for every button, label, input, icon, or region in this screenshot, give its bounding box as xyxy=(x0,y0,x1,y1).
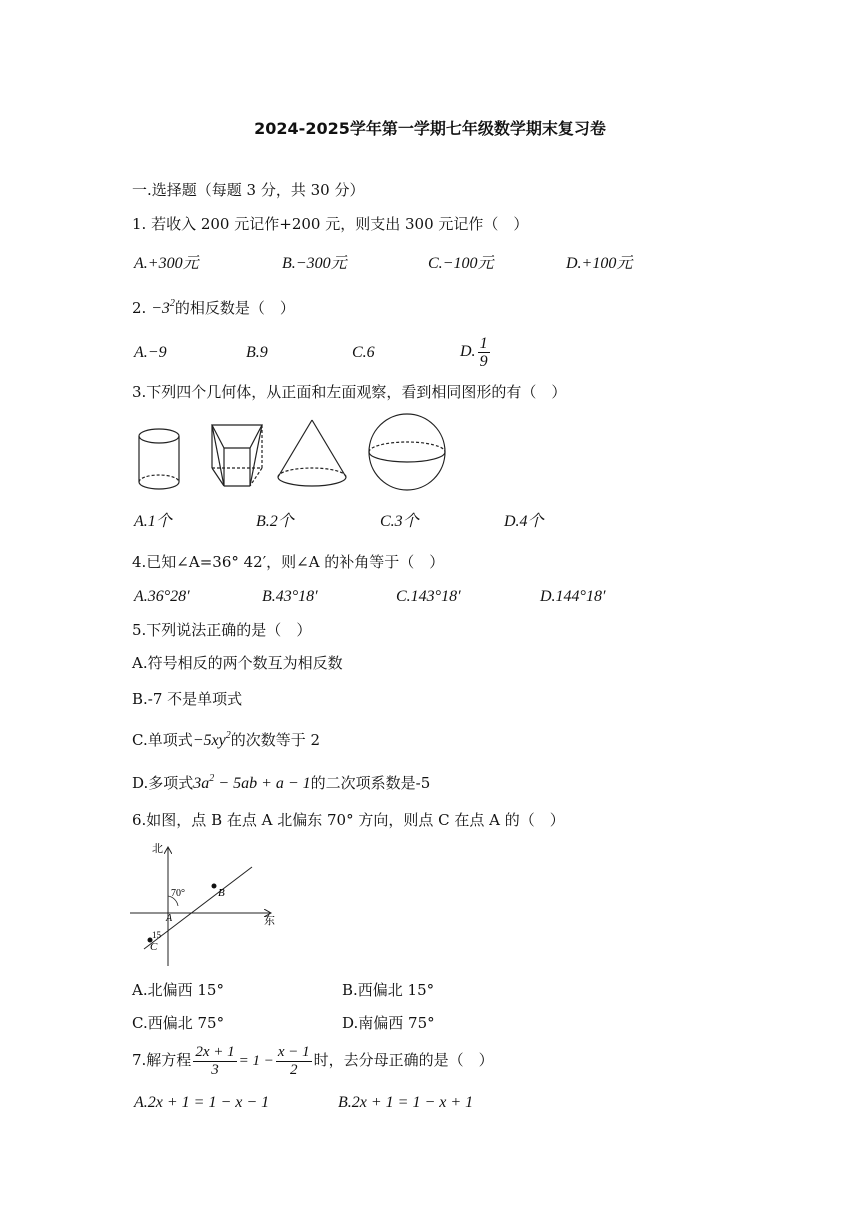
point-c-label: C xyxy=(150,941,158,953)
q2-expr-exponent: 2 xyxy=(169,298,175,309)
q7-prefix: 7.解方程 xyxy=(132,1051,192,1069)
q7-left-numerator: 2x + 1 xyxy=(195,1043,235,1060)
question-7-stem xyxy=(132,1040,494,1081)
q4-option-d: D.144°18′ xyxy=(540,588,606,605)
q3-option-c: C.3个 xyxy=(380,513,419,530)
q5-option-d-label: D.多项式 xyxy=(132,774,194,792)
q2-stem-tail: 的相反数是（ ） xyxy=(174,299,295,317)
north-label: 北 xyxy=(152,843,163,855)
q7-middle: = 1 − xyxy=(238,1053,274,1069)
q5-option-c-tail: 的次数等于 2 xyxy=(230,731,321,749)
page-title: 2024-2025学年第一学期七年级数学期末复习卷 xyxy=(254,119,606,138)
q2-option-a: A.−9 xyxy=(134,344,167,361)
q4-option-a: A.36°28′ xyxy=(134,588,190,605)
q7-right-numerator: x − 1 xyxy=(277,1043,310,1060)
q3-option-d: D.4个 xyxy=(504,513,544,530)
q2-option-b: B.9 xyxy=(246,344,268,361)
q5-poly-first-term: 3a xyxy=(193,775,210,792)
question-5-stem: 5.下列说法正确的是（ ） xyxy=(132,621,312,639)
q2-number: 2. xyxy=(132,299,147,317)
q5-poly-rest: − 5ab + a − 1 xyxy=(214,775,311,792)
q7-option-a: A.2x + 1 = 1 − x − 1 xyxy=(134,1094,270,1111)
q5-poly-exponent: 2 xyxy=(209,773,215,784)
q4-option-b: B.43°18′ xyxy=(262,588,318,605)
q5-monomial-body: −5xy xyxy=(192,732,226,749)
q7-right-denominator: 2 xyxy=(289,1061,298,1078)
q5-option-c-label: C.单项式 xyxy=(132,731,193,749)
question-3-stem: 3.下列四个几何体，从正面和左面观察，看到相同图形的有（ ） xyxy=(132,383,567,401)
q7-fraction-right xyxy=(276,1044,312,1079)
q1-option-d: D.+100元 xyxy=(566,255,633,272)
q6-option-b: B.西偏北 15° xyxy=(342,981,435,999)
q6-option-d: D.南偏西 75° xyxy=(342,1014,435,1032)
east-label: 东 xyxy=(264,915,275,927)
q5-monomial-exponent: 2 xyxy=(225,730,231,741)
q1-option-b: B.−300元 xyxy=(282,255,347,272)
q2-expr-base: −3 xyxy=(151,300,170,317)
q2-frac-denominator: 9 xyxy=(479,352,488,370)
q7-option-b: B.2x + 1 = 1 − x + 1 xyxy=(338,1094,474,1111)
q1-option-c: C.−100元 xyxy=(428,255,494,272)
q2-frac-numerator: 1 xyxy=(479,334,488,352)
point-b-label: B xyxy=(218,887,225,899)
q7-left-denominator: 3 xyxy=(211,1061,219,1078)
point-a-label: A xyxy=(166,913,173,924)
q2-option-c: C.6 xyxy=(352,344,375,361)
q3-option-a: A.1个 xyxy=(134,513,172,530)
q5-option-b: B.-7 不是单项式 xyxy=(132,690,243,708)
q7-fraction-left xyxy=(193,1044,236,1079)
q5-option-a: A.符号相反的两个数互为相反数 xyxy=(132,654,343,672)
question-1-stem: 1. 若收入 200 元记作+200 元，则支出 300 元记作（ ） xyxy=(132,215,529,233)
angle-15-label: 15 xyxy=(152,930,161,940)
question-4-stem: 4.已知∠A=36° 42′，则∠A 的补角等于（ ） xyxy=(132,553,445,571)
q6-option-a: A.北偏西 15° xyxy=(132,981,224,999)
q7-tail: 时，去分母正确的是（ ） xyxy=(313,1051,494,1069)
q2-option-d-prefix: D. xyxy=(460,343,476,360)
q1-option-a: A.+300元 xyxy=(134,255,199,272)
q6-option-c: C.西偏北 75° xyxy=(132,1014,225,1032)
q4-option-c: C.143°18′ xyxy=(396,588,461,605)
angle-70-label: 70° xyxy=(171,888,185,899)
point-b xyxy=(212,884,217,889)
q5-option-d-tail: 的二次项系数是-5 xyxy=(310,774,431,792)
q3-option-b: B.2个 xyxy=(256,513,294,530)
question-6-stem: 6.如图，点 B 在点 A 北偏东 70° 方向，则点 C 在点 A 的（ ） xyxy=(132,811,565,829)
section-heading: 一.选择题（每题 3 分，共 30 分） xyxy=(132,181,365,199)
